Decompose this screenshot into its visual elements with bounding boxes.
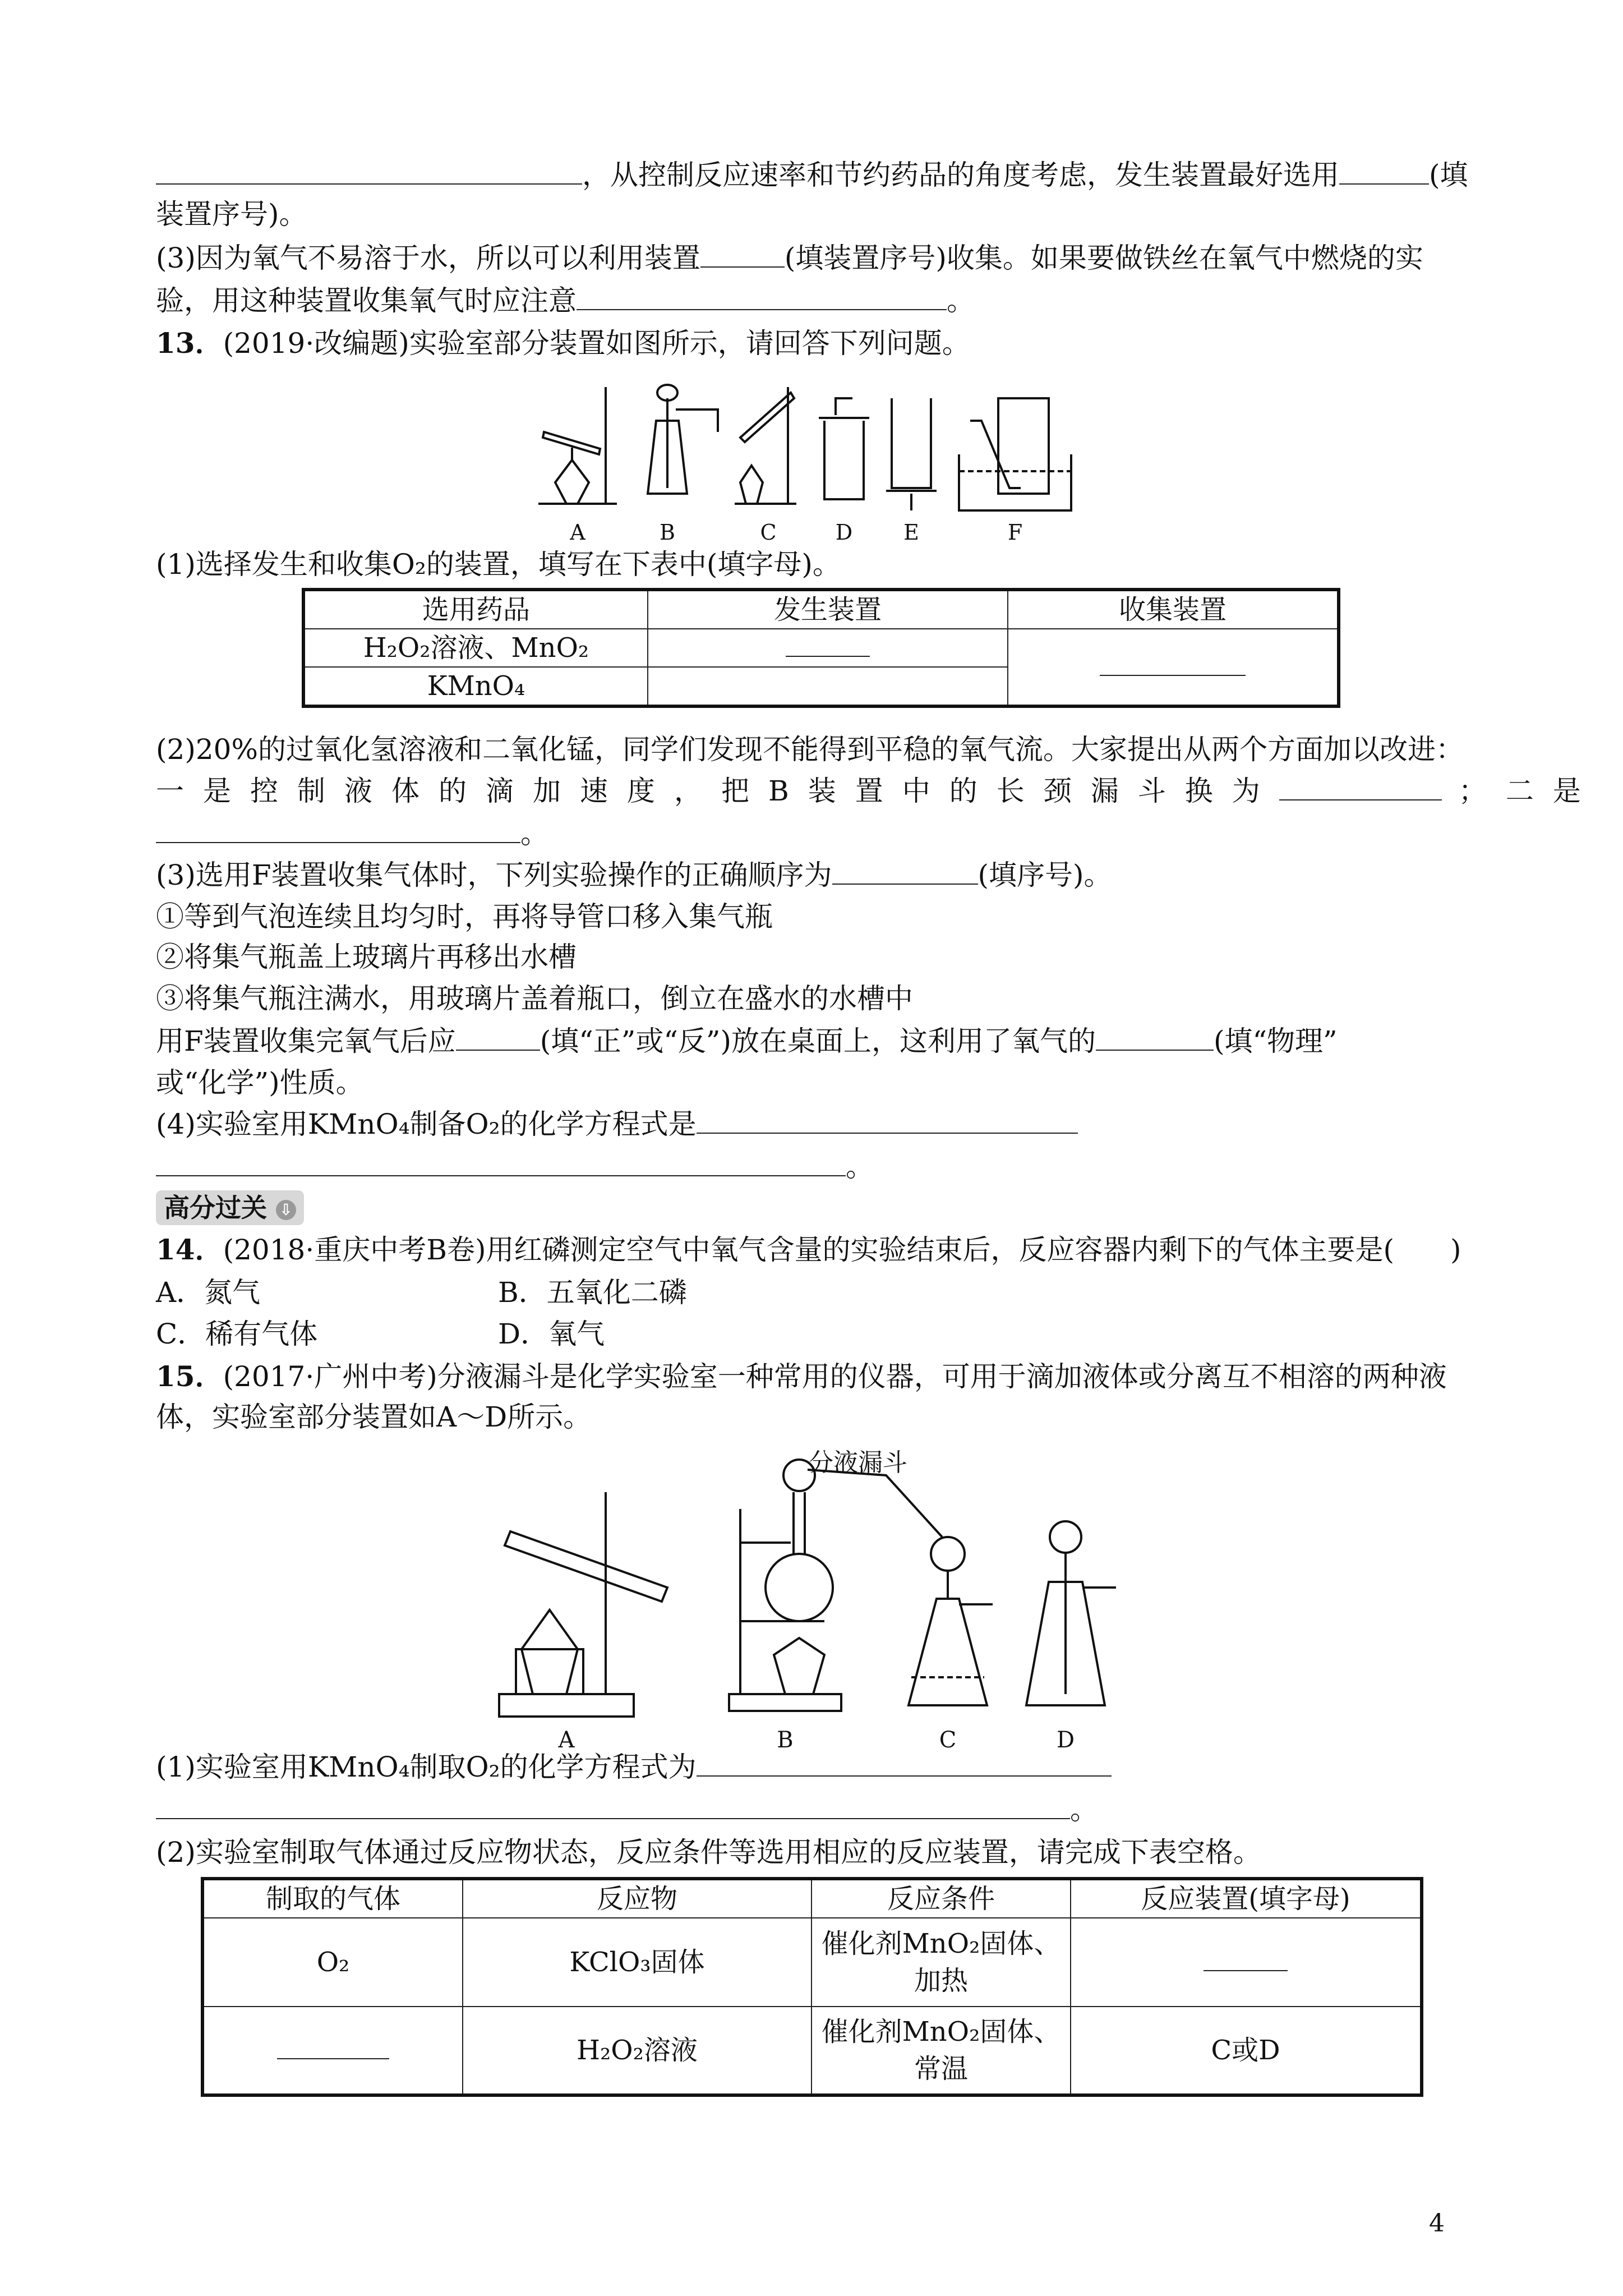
fig15-label-c: C — [939, 1727, 957, 1753]
gas-o2: O₂ — [202, 1918, 463, 2007]
answer-blank[interactable] — [1279, 775, 1442, 800]
q12-line1: ，从控制反应速率和节约药品的角度考虑，发生装置最好选用 (填 — [156, 158, 1468, 192]
table-15 — [201, 1877, 1423, 2097]
q14-options-2 — [156, 1317, 605, 1351]
q14-options-1 — [156, 1276, 687, 1309]
option-d[interactable]: D．氧气 — [498, 1318, 605, 1350]
fig15-label-b: B — [777, 1727, 794, 1753]
answer-blank[interactable] — [156, 159, 582, 185]
q14-stem: 14．(2018·重庆中考B卷)用红磷测定空气中氧气含量的实验结束后，反应容器内剩下的气体主要是( ) — [156, 1233, 1461, 1266]
fig13-label-e: E — [903, 520, 919, 545]
page-number: 4 — [1429, 2209, 1445, 2238]
reactant-kclo3: KClO₃固体 — [463, 1918, 811, 2007]
answer-blank[interactable] — [832, 859, 978, 885]
th-reactant: 反应物 — [463, 1879, 811, 1918]
reactant-h2o2: H₂O₂溶液 — [463, 2007, 811, 2095]
apparatus-figure-15 — [494, 1442, 1144, 1758]
q13-step3: ③将集气瓶注满水，用玻璃片盖着瓶口，倒立在盛水的水槽中 — [156, 982, 913, 1015]
q12-3-line2: 验，用这种装置收集氧气时应注意 。 — [156, 284, 975, 317]
answer-blank[interactable] — [1100, 650, 1246, 676]
arrow-down-icon: ⇩ — [276, 1200, 296, 1220]
section-title: 高分过关 ⇩ — [156, 1190, 304, 1225]
answer-blank[interactable] — [700, 242, 785, 268]
th-gas: 制取的气体 — [202, 1879, 463, 1918]
th-generator: 发生装置 — [648, 590, 1008, 629]
q13-2b: 一是控制液体的滴加速度，把B装置中的长颈漏斗换为 ；二是 — [156, 775, 1600, 807]
answer-blank[interactable] — [697, 1751, 1112, 1777]
q13-step1: ①等到气泡连续且均匀时，再将导管口移入集气瓶 — [156, 900, 773, 933]
th-drug: 选用药品 — [303, 590, 648, 629]
answer-blank[interactable] — [786, 631, 870, 657]
q13-4: (4)实验室用KMnO₄制备O₂的化学方程式是 — [156, 1107, 1078, 1141]
fig13-label-b: B — [660, 520, 675, 545]
th-apparatus: 反应装置(填字母) — [1071, 1879, 1422, 1918]
th-collector: 收集装置 — [1008, 590, 1339, 629]
fig15-callout: 分液漏斗 — [809, 1448, 907, 1477]
answer-blank[interactable] — [577, 284, 947, 310]
answer-blank[interactable] — [1204, 1945, 1288, 1971]
apparatus-figure-13 — [533, 376, 1094, 546]
q15-1-cont: 。 — [156, 1793, 1098, 1826]
q13-step4: 用F装置收集完氧气后应 (填“正”或“反”)放在桌面上，这利用了氧气的 (填“物理” — [156, 1025, 1338, 1057]
fig15-label-a: A — [558, 1727, 575, 1753]
answer-blank[interactable] — [456, 1025, 540, 1051]
option-c[interactable]: C．稀有气体 — [156, 1318, 318, 1350]
answer-blank[interactable] — [156, 817, 520, 843]
q12-line2: 装置序号)。 — [156, 198, 307, 231]
q15-1: (1)实验室用KMnO₄制取O₂的化学方程式为 — [156, 1750, 1112, 1784]
q13-2d: 。 — [156, 817, 548, 850]
table-13 — [302, 588, 1340, 708]
option-b[interactable]: B．五氧化二磷 — [498, 1276, 687, 1309]
q12-3-line1: (3)因为氧气不易溶于水，所以可以利用装置 (填装置序号)收集。如果要做铁丝在氧气中燃烧的实 — [156, 242, 1423, 274]
q13-3: (3)选用F装置收集气体时，下列实验操作的正确顺序为 (填序号)。 — [156, 859, 1112, 891]
fig15-label-d: D — [1056, 1727, 1075, 1753]
answer-blank[interactable] — [156, 1151, 846, 1176]
answer-blank[interactable] — [156, 1793, 1070, 1819]
condition-2: 催化剂MnO₂固体、 常温 — [811, 2007, 1071, 2095]
q13-4-cont: 。 — [156, 1150, 874, 1184]
answer-blank[interactable] — [277, 2033, 389, 2059]
q13-2a: (2)20%的过氧化氢溶液和二氧化锰，同学们发现不能得到平稳的氧气流。大家提出从两个方面加以改进： — [156, 733, 1464, 766]
q13-step2: ②将集气瓶盖上玻璃片再移出水槽 — [156, 941, 577, 973]
q15-stem: 15．(2017·广州中考)分液漏斗是化学实验室一种常用的仪器，可用于滴加液体或分离互不相溶的两种液 — [156, 1360, 1447, 1393]
q13-step5: 或“化学”)性质。 — [156, 1066, 364, 1099]
q15-2: (2)实验室制取气体通过反应物状态，反应条件等选用相应的反应装置，请完成下表空格。 — [156, 1836, 1261, 1869]
fig13-label-f: F — [1007, 520, 1023, 545]
answer-blank[interactable] — [1096, 1025, 1214, 1051]
answer-blank[interactable] — [1339, 159, 1429, 185]
q13-1: (1)选择发生和收集O₂的装置，填写在下表中(填字母)。 — [156, 548, 841, 581]
fig13-label-d: D — [835, 520, 853, 545]
fig13-label-c: C — [760, 520, 777, 545]
apparatus-cd: C或D — [1071, 2007, 1422, 2095]
fig13-label-a: A — [570, 520, 585, 545]
condition-1: 催化剂MnO₂固体、 加热 — [811, 1918, 1071, 2007]
q15-stem-2: 体，实验室部分装置如A～D所示。 — [156, 1401, 592, 1433]
answer-blank[interactable] — [697, 1108, 1078, 1134]
q13-stem: 13．(2019·改编题)实验室部分装置如图所示，请回答下列问题。 — [156, 326, 970, 360]
th-condition: 反应条件 — [811, 1879, 1071, 1918]
drug-h2o2: H₂O₂溶液、MnO₂ — [303, 629, 648, 667]
drug-kmno4: KMnO₄ — [303, 667, 648, 706]
option-a[interactable]: A．氮气 — [156, 1276, 261, 1309]
